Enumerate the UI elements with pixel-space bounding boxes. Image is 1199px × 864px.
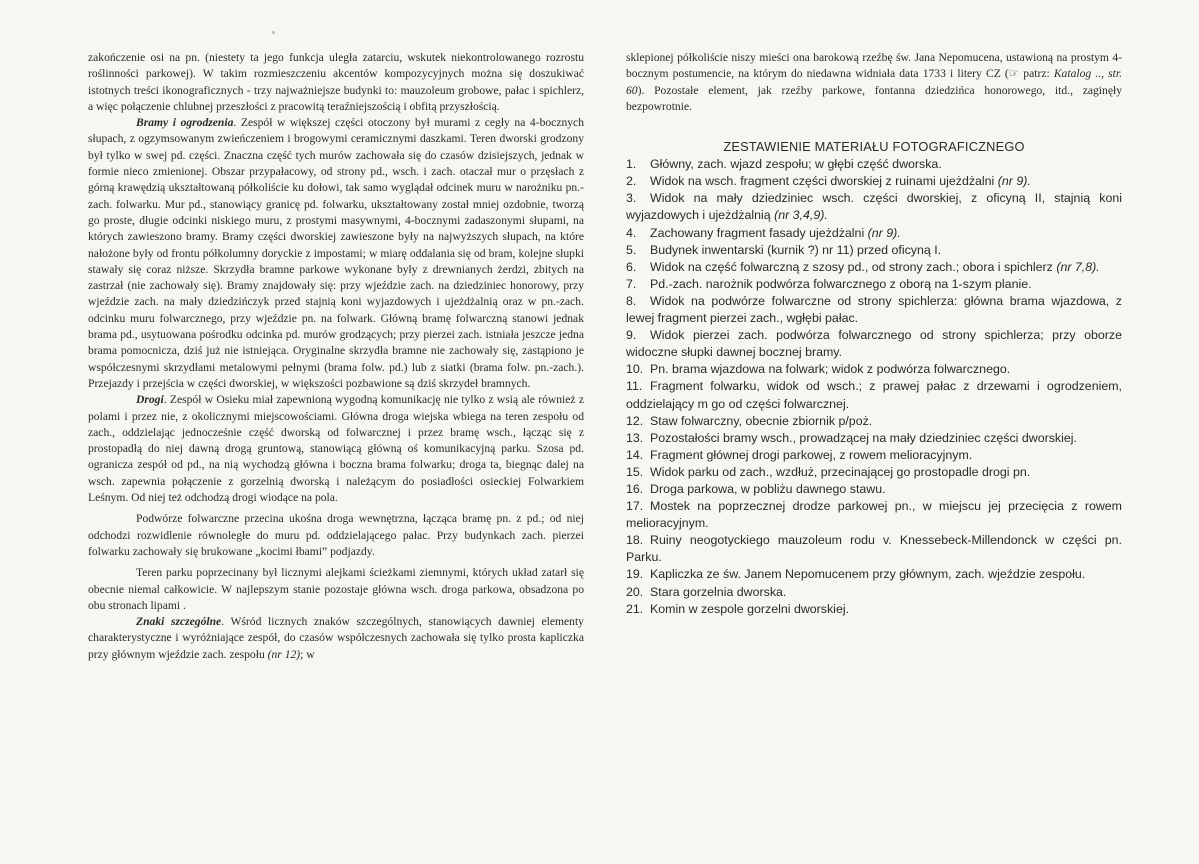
photo-item-number: 14. [626, 447, 644, 462]
photo-item-text: Widok na część folwarczną z szosy pd., od strony zach.; obora i spichlerz [650, 259, 1057, 274]
photo-list-item [626, 532, 1122, 566]
photo-item-text: Widok pierzei zach. podwórza folwarcznego od strony spichlerza; przy oborze widoczne słupki dawnej bocznej bramy. [626, 328, 1122, 360]
photo-list-item [626, 259, 1122, 276]
photo-item-number: 10. [626, 362, 644, 377]
photo-item-number: 4. [626, 225, 637, 240]
photo-item-text: Ruiny neogotyckiego mauzoleum rodu v. Knessebeck-Millendonck w części pn. Parku. [626, 533, 1122, 565]
photo-item-number: 11. [626, 379, 643, 394]
paragraph-roads [88, 392, 584, 506]
photo-item-text: Komin w zespole gorzelni dworskiej. [650, 601, 850, 616]
roads-text: . Zespół w Osieku miał zapewnioną wygodną komunikację nie tylko z wsią ale również z polami i przez nie, z okolicznymi miejscowościami. Główna droga wiejska wbiega na teren zespołu od zach., oddzielając jednocześnie część dworską od folwarcznej i przez bramę wsch., łącząc się z prostopadłą do niej dawną drogą gruntową, stanowiącą główną oś komunikacyjną parku. Szosa pd. ogranicza zespół od pd., na nią wychodzą główna i boczna brama folwarku; droga ta, biegnąc dalej na wsch. zapewnia połączenie z gorzelnią dworską i należącym do posiadłości osieckiej Folwarkiem Leśnym. Od niej też odchodzą drogi wiodące na pola. [88, 393, 584, 505]
photo-item-number: 2. [626, 174, 637, 189]
photo-item-text: Widok na podwórze folwarczne od strony spichlerza: główna brama wjazdowa, z lewej fragment pierzei zach., wgłębi pałac. [626, 293, 1122, 326]
photo-item-text: Widok parku od zach., wzdłuż, przecinającej go prostopadle drogi pn. [650, 464, 1031, 479]
photo-item-number: 21. [626, 601, 644, 616]
photo-list-item [626, 242, 1122, 259]
photo-item-number: 18. [626, 533, 644, 548]
photo-list-item [626, 293, 1122, 327]
photo-list-item [626, 430, 1122, 447]
photo-item-number: 19. [626, 567, 644, 582]
photo-item-ref: (nr 9). [997, 174, 1031, 189]
photo-list-item [626, 327, 1122, 361]
paragraph-park: Teren parku poprzecinany był licznymi alejkami ścieżkami ziemnymi, których układ zatarł się obecnie niemal całkowicie. W najlepszym stanie pozostaje główna wsch. droga parkowa, obsadzona po obu stronach lipami . [88, 566, 584, 612]
paragraph-continuation [626, 50, 1122, 115]
photo-item-number: 8. [626, 293, 637, 308]
paragraph-courtyard: Podwórze folwarczne przecina ukośna droga wewnętrzna, łącząca bramę pn. z pd.; od niej odchodzi rozwidlenie równoległe do muru pd. oddzielającego pałac. Przy budynkach zach. pierzei folwarku zachowały się brukowane „kocimi łbami” podjazdy. [88, 512, 584, 558]
photo-item-text: Fragment głównej drogi parkowej, z rowem melioracyjnym. [650, 447, 973, 462]
photo-item-text: Mostek na poprzecznej drodze parkowej pn., w miejscu jej przecięcia z rowem melioracyjnym. [626, 499, 1122, 531]
paragraph-landmarks [88, 614, 584, 663]
photo-item-number: 17. [626, 499, 644, 514]
photo-list-item [626, 566, 1122, 583]
photo-item-text: Pozostałości bramy wsch., prowadzącej na mały dziedziniec części dworskiej. [650, 430, 1077, 445]
photo-list-item [626, 378, 1122, 412]
landmarks-text: . Wśród licznych znaków szczególnych, stanowiących dawniej elementy charakterystyczne i wyróżniające zespół, do czasów współczesnych zachowała się tylko prosta kapliczka przy głównym wjeździe zach. zespołu [88, 615, 584, 661]
heading-landmarks: Znaki szczególne [136, 615, 222, 629]
photo-item-text: Widok na mały dziedziniec wsch. części dworskiej, z oficyną II, stajnią koni wyjazdowych i ujeżdżalnią [626, 191, 1122, 223]
continuation-text-b: ). Pozostałe element, jak rzeźby parkowe, fontanna dziedzińca honorowego, itd., zaginęły bezpowrotnie. [626, 83, 1122, 113]
photo-list-item [626, 173, 1122, 190]
heading-gates: Bramy i ogrodzenia [136, 116, 234, 130]
photo-item-text: Pn. brama wjazdowa na folwark; widok z podwórza folwarcznego. [650, 362, 1011, 377]
right-text-column [626, 50, 1122, 618]
left-text-column [88, 50, 584, 663]
photo-item-text: Widok na wsch. fragment części dworskiej z ruinami ujeżdżalni [650, 174, 998, 189]
photo-item-text: Stara gorzelnia dworska. [650, 584, 787, 599]
photo-list-item [626, 190, 1122, 224]
heading-roads: Drogi [136, 393, 164, 407]
photo-list [626, 156, 1122, 618]
photo-item-text: Zachowany fragment fasady ujeżdżalni [650, 225, 868, 240]
scan-speck [272, 31, 275, 34]
photo-item-text: Pd.-zach. narożnik podwórza folwarcznego z oborą na 1-szym planie. [650, 276, 1032, 291]
photo-list-item [626, 584, 1122, 601]
photo-item-number: 20. [626, 584, 644, 599]
photo-item-number: 6. [626, 259, 637, 274]
photo-item-text: Staw folwarczny, obecnie zbiornik p/poż. [650, 413, 873, 428]
photo-item-number: 16. [626, 481, 644, 496]
photo-item-number: 1. [626, 157, 637, 172]
photo-item-number: 9. [626, 328, 637, 343]
photo-item-ref: (nr 3,4,9). [774, 208, 828, 223]
photo-item-text: Fragment folwarku, widok od wsch.; z prawej pałac z drzewami i ogrodzeniem, oddzielający m go od części folwarcznej. [626, 379, 1122, 411]
continuation-text-a: sklepionej półkoliście niszy mieści ona barokową rzeźbę św. Jana Nepomucena, ustawioną na prostym 4-bocznym postumencie, na którym do niedawna widniała data 1733 i litery CZ (☞ patrz: [626, 51, 1122, 81]
photo-list-item [626, 464, 1122, 481]
photo-list-item [626, 413, 1122, 430]
photo-item-number: 15. [626, 464, 644, 479]
photo-list-item [626, 156, 1122, 173]
photo-item-ref: (nr 7,8). [1056, 259, 1100, 274]
photo-item-number: 12. [626, 413, 644, 428]
photo-list-item [626, 481, 1122, 498]
photo-list-item [626, 361, 1122, 378]
photo-item-number: 3. [626, 191, 637, 206]
paragraph-gates [88, 115, 584, 392]
catalog-reference: Katalog .., str. 60 [626, 67, 1123, 97]
gates-text: . Zespół w większej części otoczony był murami z cegły na 4-bocznych słupach, z ogzymsowanym zwieńczeniem i brogowymi ceramicznymi daszkami. Teren dworski grodzony był tylko w swej pd. części. Znaczna część tych murów zachowała się do czasów dzisiejszych, jednak w formie nieco zmienionej. Obszar przypałacowy, od strony pd., wsch. i zach. otaczał mur o przęsłach z górną krawędzią ukształtowaną półkoliście ku dołowi, tak samo wyglądał odcinek muru w narożniku pn.-zach. folwarku. Mur pd., stanowiący granicę pd. folwarku, ukształtowany został mniej ozdobnie, tworzą go proste, długie odcinki niskiego muru, z prostymi masywnymi, 4-bocznymi zadaszonymi słupami, na których zawieszono bramy. Bramy części dworskiej zawieszone były na najwyższych słupach, na które nałożone były od frontu półkolumny doryckie z impostami; w miarę oddalania się od bram, kolejne słupki stawały się coraz niższe. Skrzydła bramne parkowe wykonane były z drewnianych żerdzi, zbitych na zastrzał (nie zachowały się). Bramy znajdowały się: przy wjeździe zach. na dziedziniec honorowy, przy wjeździe zach. na mały dziedzińczyk przed stajnią koni wyjazdowych i ujeżdżalnią oraz w pn.-zach. odcinku muru folwarcznego, przy wjeździe pn. na folwark. Główną bramę folwarczną stanowi jednak brama pd., usytuowana pośrodku odcinka pd. murów grodzących; przy pierzei zach. istniała jeszcze jedna brama pomocnicza, dziś już nie istniejąca. Oryginalne skrzydła bramne nie zachowały się, zastąpiono je współczesnymi skrzydłami metalowymi pełnymi (brama folw. pd.) lub z siatki (brama folw. pn.-zach.). Przejazdy i przejścia w części dworskiej, w większości pozbawione są dziś skrzydeł bramnych. [88, 116, 585, 390]
photo-item-text: Główny, zach. wjazd zespołu; w głębi część dworska. [650, 157, 942, 172]
landmarks-ref: (nr 12) [267, 647, 301, 661]
photo-list-item [626, 276, 1122, 293]
photo-item-ref: (nr 9). [867, 225, 901, 240]
photo-item-text: Kapliczka ze św. Janem Nepomucenem przy głównym, zach. wjeździe zespołu. [650, 567, 1086, 582]
photo-list-item [626, 447, 1122, 464]
landmarks-end: ; w [300, 647, 315, 661]
photo-item-number: 5. [626, 242, 637, 257]
photo-list-title: ZESTAWIENIE MATERIAŁU FOTOGRAFICZNEGO [723, 139, 1025, 155]
photo-item-text: Droga parkowa, w pobliżu dawnego stawu. [650, 481, 886, 496]
photo-list-item [626, 498, 1122, 532]
paragraph-intro: zakończenie osi na pn. (niestety ta jego funkcja uległa zatarciu, wskutek niekontrolowanego rozrostu roślinności parkowej). W takim rozmieszczeniu akcentów kompozycyjnych można się doszukiwać istotnych treści ikonograficznych - trzy najważniejsze budynki to: mauzoleum grobowe, pałac i spichlerz, a więc połączenie chlubnej przeszłości z pracowitą teraźniejszością i obfitą przyszłością. [88, 51, 584, 113]
photo-item-number: 13. [626, 430, 644, 445]
photo-item-text: Budynek inwentarski (kurnik ?) nr 11) przed oficyną I. [650, 242, 942, 257]
photo-item-number: 7. [626, 276, 637, 291]
photo-list-item [626, 225, 1122, 242]
photo-list-item [626, 601, 1122, 618]
